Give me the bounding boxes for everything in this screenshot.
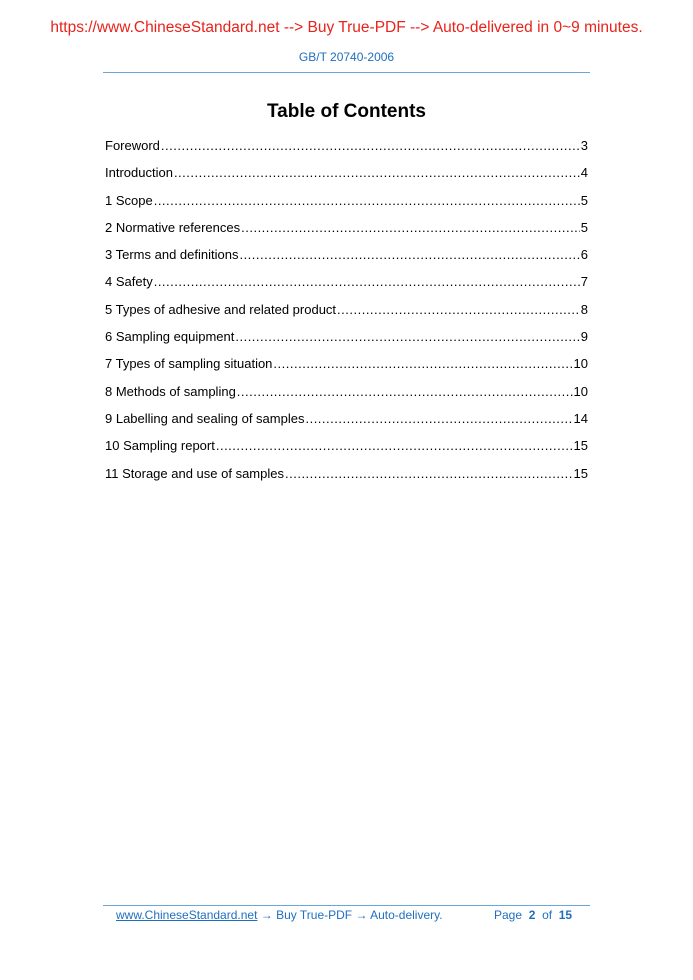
toc-entry-methods-of-sampling[interactable] bbox=[105, 384, 588, 411]
toc-entry-page: 8 bbox=[580, 301, 588, 317]
table-of-contents bbox=[105, 138, 588, 493]
dot-leader bbox=[239, 247, 579, 263]
toc-entry-labelling-and-sealing[interactable] bbox=[105, 411, 588, 438]
dot-leader bbox=[241, 220, 580, 236]
dot-leader bbox=[285, 466, 573, 482]
toc-entry-sampling-report[interactable] bbox=[105, 438, 588, 465]
toc-entry-page: 10 bbox=[573, 356, 588, 372]
dot-leader bbox=[237, 384, 573, 400]
toc-entry-normative-references[interactable] bbox=[105, 220, 588, 247]
dot-leader bbox=[161, 138, 580, 154]
toc-entry-label: 8 Methods of sampling bbox=[105, 383, 236, 399]
toc-entry-page: 14 bbox=[573, 410, 588, 426]
toc-entry-label: 11 Storage and use of samples bbox=[105, 465, 284, 481]
page-footer bbox=[116, 908, 586, 922]
toc-entry-page: 6 bbox=[580, 247, 588, 263]
dot-leader bbox=[337, 302, 580, 318]
toc-entry-sampling-equipment[interactable] bbox=[105, 329, 588, 356]
toc-entry-foreword[interactable] bbox=[105, 138, 588, 165]
toc-entry-label: Foreword bbox=[105, 138, 160, 153]
toc-entry-label: 6 Sampling equipment bbox=[105, 329, 235, 345]
toc-entry-storage-and-use[interactable] bbox=[105, 466, 588, 493]
toc-entry-label: 10 Sampling report bbox=[105, 438, 215, 454]
toc-title: Table of Contents bbox=[266, 101, 427, 122]
dot-leader bbox=[154, 193, 580, 209]
toc-entry-page: 4 bbox=[580, 165, 588, 181]
page-word: Page bbox=[494, 908, 523, 922]
toc-entry-types-of-sampling-situation[interactable] bbox=[105, 356, 588, 383]
toc-entry-types-of-adhesive[interactable] bbox=[105, 302, 588, 329]
header-divider bbox=[103, 72, 590, 73]
toc-entry-page: 15 bbox=[573, 438, 588, 454]
toc-entry-page: 5 bbox=[580, 192, 588, 208]
toc-entry-label: 7 Types of sampling situation bbox=[105, 356, 273, 372]
dot-leader bbox=[174, 165, 580, 181]
toc-entry-terms-and-definitions[interactable] bbox=[105, 247, 588, 274]
footer-tagline: → Buy True-PDF → Auto-delivery. bbox=[257, 908, 443, 922]
current-page-number: 2 bbox=[528, 908, 536, 922]
toc-entry-page: 9 bbox=[580, 329, 588, 345]
dot-leader bbox=[305, 411, 572, 427]
toc-entry-page: 5 bbox=[580, 219, 588, 235]
toc-entry-safety[interactable] bbox=[105, 274, 588, 301]
toc-entry-label: 3 Terms and definitions bbox=[105, 247, 239, 263]
dot-leader bbox=[273, 356, 572, 372]
total-pages-number: 15 bbox=[558, 908, 573, 922]
toc-entry-label: 1 Scope bbox=[105, 192, 153, 208]
page-indicator bbox=[494, 908, 572, 922]
dot-leader bbox=[235, 329, 579, 345]
toc-entry-label: Introduction bbox=[105, 165, 173, 181]
toc-entry-page: 3 bbox=[580, 138, 588, 153]
of-word: of bbox=[542, 908, 553, 922]
promo-banner[interactable]: https://www.ChineseStandard.net --> Buy True-PDF --> Auto-delivered in 0~9 minutes. bbox=[50, 19, 643, 36]
toc-entry-label: 2 Normative references bbox=[105, 219, 241, 235]
toc-entry-label: 9 Labelling and sealing of samples bbox=[105, 410, 305, 426]
footer-divider bbox=[103, 905, 590, 906]
dot-leader bbox=[154, 274, 580, 290]
toc-entry-page: 15 bbox=[573, 465, 588, 481]
toc-entry-page: 7 bbox=[580, 274, 588, 290]
site-link[interactable]: www.ChineseStandard.net bbox=[116, 908, 258, 922]
toc-entry-page: 10 bbox=[573, 383, 588, 399]
document-code: GB/T 20740-2006 bbox=[298, 50, 395, 64]
toc-entry-label: 5 Types of adhesive and related product bbox=[105, 301, 337, 317]
dot-leader bbox=[216, 438, 573, 454]
toc-entry-introduction[interactable] bbox=[105, 165, 588, 192]
toc-entry-label: 4 Safety bbox=[105, 274, 153, 290]
toc-entry-scope[interactable] bbox=[105, 193, 588, 220]
